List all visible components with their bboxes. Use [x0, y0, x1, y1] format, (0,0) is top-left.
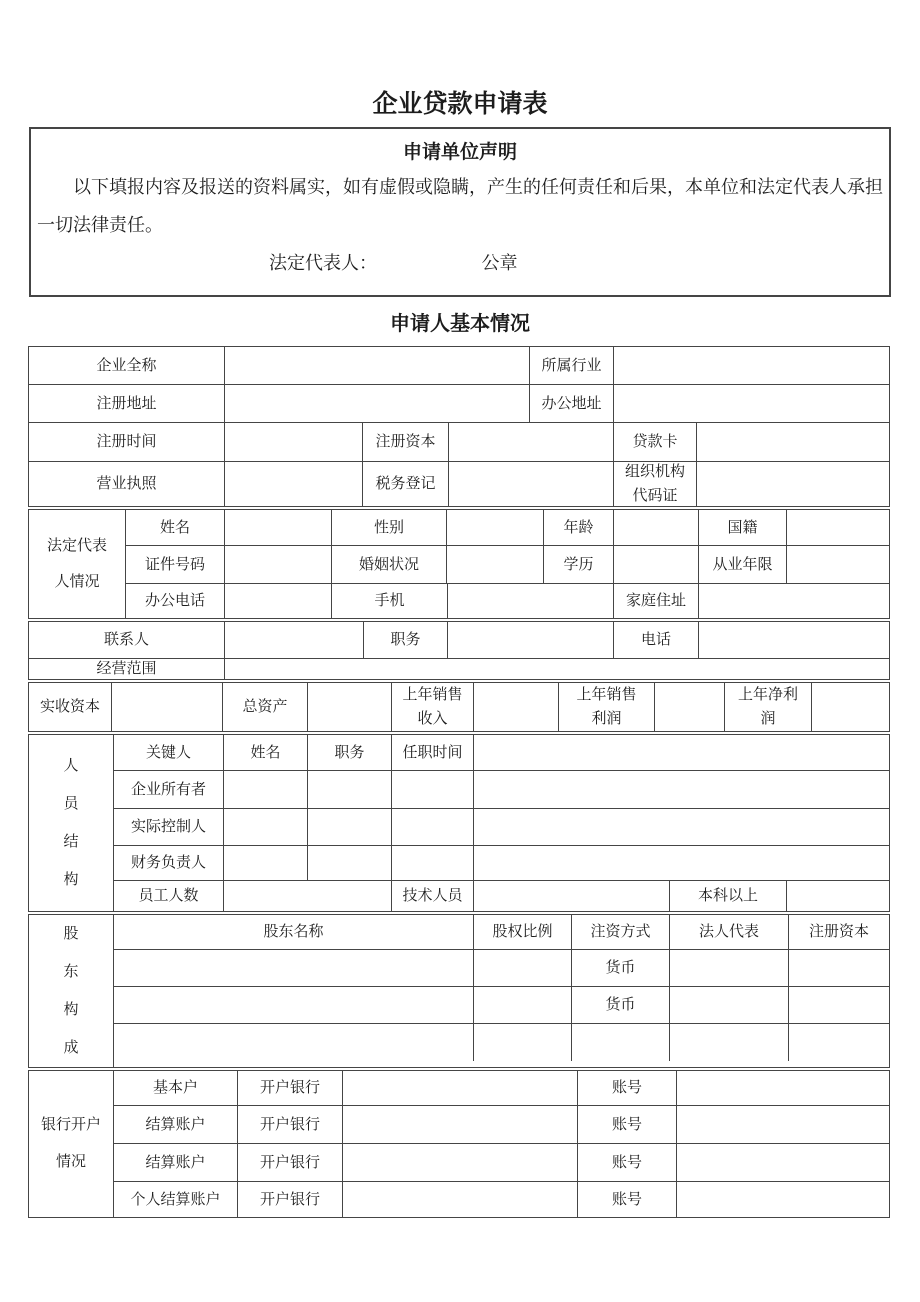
reg-time-value-cell [224, 423, 362, 461]
shareholder-3-legal-cell [669, 1024, 788, 1061]
shareholder-3-capital-cell [788, 1024, 889, 1061]
row-bank-personal [114, 1181, 889, 1217]
contact-phone-label: 电话 [613, 622, 698, 658]
business-license-label: 营业执照 [96, 476, 157, 492]
personal-account-no-label: 账号 [577, 1182, 676, 1217]
contact-person-label: 联系人 [103, 632, 149, 648]
owner-extra-cell [473, 771, 889, 808]
total-assets-label: 总资产 [222, 683, 307, 731]
declaration-sign-line [269, 251, 889, 275]
basic-open-bank-value-cell [342, 1071, 577, 1105]
fund-method-header: 注资方式 [571, 915, 669, 949]
cfo-label: 财务负责人 [130, 855, 206, 871]
home-address-label: 家庭住址 [613, 584, 698, 618]
controller-label: 实际控制人 [130, 819, 206, 835]
reg-capital-label: 注册资本 [362, 423, 448, 461]
declaration-box [29, 127, 891, 297]
sales-profit-label: 上年销售利润 [558, 683, 654, 731]
company-name-value-cell [224, 347, 529, 384]
basic-account-no-label: 账号 [577, 1071, 676, 1105]
nationality-value-cell [786, 510, 889, 545]
age-value-cell [613, 510, 698, 545]
row-owner [114, 770, 889, 808]
controller-duty-cell [307, 809, 391, 845]
row-company-name [29, 347, 889, 384]
industry-label: 所属行业 [529, 347, 613, 384]
section-personnel [28, 734, 890, 912]
row-contact [29, 622, 889, 658]
settle-1-open-bank-label: 开户银行 [237, 1106, 342, 1143]
controller-extra-cell [473, 809, 889, 845]
net-profit-label: 上年净利润 [724, 683, 811, 731]
shareholder-2-capital-cell [788, 987, 889, 1023]
section-company-ids [28, 346, 890, 507]
education-label: 学历 [543, 546, 613, 583]
cfo-duty-cell [307, 846, 391, 880]
shareholder-1-ratio-cell [473, 950, 571, 986]
row-staff-count [114, 880, 889, 911]
key-person-extra-cell [473, 735, 889, 770]
legal-person-header: 法人代表 [669, 915, 788, 949]
declaration-heading: 申请单位声明 [402, 142, 517, 163]
bank-group-label: 银行开户情况 [29, 1071, 114, 1217]
reg-time-label: 注册时间 [96, 434, 157, 450]
row-shareholder-3 [114, 1023, 889, 1061]
owner-label: 企业所有者 [130, 781, 206, 798]
home-address-value-cell [698, 584, 889, 618]
shareholder-2-legal-cell [669, 987, 788, 1023]
row-shareholder-header [114, 915, 889, 949]
marital-label: 婚姻状况 [331, 546, 446, 583]
application-form-table [28, 346, 890, 1218]
reg-capital-value-cell [448, 423, 613, 461]
personnel-group-label: 人员结构 [29, 735, 114, 911]
reg-address-label: 注册地址 [96, 395, 157, 412]
cfo-name-cell [223, 846, 307, 880]
row-reg-time [29, 422, 889, 461]
seal-label: 公章 [481, 253, 518, 273]
shareholder-3-ratio-cell [473, 1024, 571, 1061]
contact-phone-value-cell [698, 622, 889, 658]
shareholder-2-ratio-cell [473, 987, 571, 1023]
section-heading-basic-info: 申请人基本情况 [390, 313, 530, 335]
cfo-tenure-cell [391, 846, 473, 880]
sh-reg-capital-header: 注册资本 [788, 915, 889, 949]
mobile-label: 手机 [331, 584, 447, 618]
org-code-value-cell [696, 462, 889, 506]
loan-card-label: 贷款卡 [613, 423, 696, 461]
net-profit-value-cell [811, 683, 889, 731]
section-legal-rep [28, 509, 890, 619]
row-legal-rep-2 [126, 545, 889, 583]
controller-tenure-cell [391, 809, 473, 845]
tech-staff-value-cell [473, 881, 669, 911]
company-name-label: 企业全称 [96, 357, 157, 374]
reg-address-value-cell [224, 385, 529, 422]
row-controller [114, 808, 889, 845]
row-license [29, 461, 889, 506]
settle-account-1-label: 结算账户 [145, 1116, 206, 1133]
paid-capital-value-cell [111, 683, 222, 731]
key-duty-header: 职务 [307, 735, 391, 770]
cfo-extra-cell [473, 846, 889, 880]
loan-card-value-cell [696, 423, 889, 461]
personal-open-bank-value-cell [342, 1182, 577, 1217]
basic-account-label: 基本户 [152, 1080, 198, 1096]
nationality-label: 国籍 [698, 510, 786, 545]
age-label: 年龄 [543, 510, 613, 545]
row-bank-settle-1 [114, 1105, 889, 1143]
row-legal-rep-1 [126, 510, 889, 545]
section-financials [28, 682, 890, 732]
row-financials [29, 683, 889, 731]
id-no-value-cell [224, 546, 331, 583]
sales-revenue-label: 上年销售收入 [391, 683, 473, 731]
basic-account-no-value-cell [676, 1071, 889, 1105]
shareholders-group-label: 股东构成 [29, 915, 114, 1067]
section-contact [28, 621, 890, 680]
row-reg-address [29, 384, 889, 422]
contact-duty-label: 职务 [363, 622, 447, 658]
row-key-person-header [114, 735, 889, 770]
id-no-label: 证件号码 [144, 556, 205, 573]
shareholder-2-method-cell: 货币 [571, 987, 669, 1023]
controller-name-cell [223, 809, 307, 845]
biz-scope-value-cell [224, 659, 889, 679]
row-bank-basic [114, 1071, 889, 1105]
settle-1-account-no-value-cell [676, 1106, 889, 1143]
owner-duty-cell [307, 771, 391, 808]
row-legal-rep-3 [126, 583, 889, 618]
legal-rep-sign-label: 法定代表人： [269, 253, 377, 273]
office-phone-label: 办公电话 [144, 593, 205, 609]
key-person-label: 关键人 [145, 744, 191, 761]
shareholder-1-method-cell: 货币 [571, 950, 669, 986]
staff-count-label: 员工人数 [138, 888, 199, 904]
business-license-value-cell [224, 462, 362, 506]
equity-ratio-header: 股权比例 [473, 915, 571, 949]
shareholder-1-name-cell [114, 950, 473, 986]
shareholder-name-header: 股东名称 [263, 924, 324, 940]
key-name-header: 姓名 [223, 735, 307, 770]
tax-reg-value-cell [448, 462, 613, 506]
declaration-body: 以下填报内容及报送的资料属实，如有虚假或隐瞒，产生的任何责任和后果，本单位和法定代表人承担一切法律责任。 [37, 177, 883, 235]
mobile-value-cell [447, 584, 613, 618]
office-phone-value-cell [224, 584, 331, 618]
bachelor-up-value-cell [786, 881, 889, 911]
settle-2-open-bank-label: 开户银行 [237, 1144, 342, 1181]
contact-duty-value-cell [447, 622, 613, 658]
settle-1-open-bank-value-cell [342, 1106, 577, 1143]
row-bank-settle-2 [114, 1143, 889, 1181]
section-shareholders [28, 914, 890, 1068]
legal-rep-group-label: 法定代表人情况 [29, 510, 126, 618]
gender-value-cell [446, 510, 543, 545]
personal-account-no-value-cell [676, 1182, 889, 1217]
name-label: 姓名 [159, 519, 190, 536]
sales-profit-value-cell [654, 683, 724, 731]
section-bank-accounts [28, 1070, 890, 1218]
tech-staff-label: 技术人员 [391, 881, 473, 911]
org-code-label: 组织机构代码证 [613, 462, 696, 506]
shareholder-1-legal-cell [669, 950, 788, 986]
settle-2-account-no-value-cell [676, 1144, 889, 1181]
office-address-value-cell [613, 385, 889, 422]
page-title: 企业贷款申请表 [372, 91, 548, 118]
shareholder-3-method-cell [571, 1024, 669, 1061]
marital-value-cell [446, 546, 543, 583]
basic-open-bank-label: 开户银行 [237, 1071, 342, 1105]
owner-tenure-cell [391, 771, 473, 808]
settle-account-2-label: 结算账户 [145, 1154, 206, 1171]
shareholder-3-name-cell [114, 1024, 473, 1061]
key-tenure-header: 任职时间 [391, 735, 473, 770]
owner-name-cell [223, 771, 307, 808]
personal-settle-account-label: 个人结算账户 [130, 1191, 221, 1208]
row-shareholder-1 [114, 949, 889, 986]
settle-1-account-no-label: 账号 [577, 1106, 676, 1143]
industry-value-cell [613, 347, 889, 384]
bachelor-up-label: 本科以上 [669, 881, 786, 911]
tax-reg-label: 税务登记 [362, 462, 448, 506]
row-cfo [114, 845, 889, 880]
sales-revenue-value-cell [473, 683, 558, 731]
row-shareholder-2 [114, 986, 889, 1023]
gender-label: 性别 [331, 510, 446, 545]
settle-2-account-no-label: 账号 [577, 1144, 676, 1181]
contact-person-value-cell [224, 622, 363, 658]
paid-capital-label: 实收资本 [39, 699, 100, 715]
shareholder-2-name-cell [114, 987, 473, 1023]
shareholder-1-capital-cell [788, 950, 889, 986]
total-assets-value-cell [307, 683, 391, 731]
name-value-cell [224, 510, 331, 545]
biz-scope-label: 经营范围 [96, 661, 157, 677]
work-years-label: 从业年限 [698, 546, 786, 583]
education-value-cell [613, 546, 698, 583]
personal-open-bank-label: 开户银行 [237, 1182, 342, 1217]
staff-count-value-cell [223, 881, 391, 911]
settle-2-open-bank-value-cell [342, 1144, 577, 1181]
work-years-value-cell [786, 546, 889, 583]
row-biz-scope [29, 658, 889, 679]
office-address-label: 办公地址 [529, 385, 613, 422]
